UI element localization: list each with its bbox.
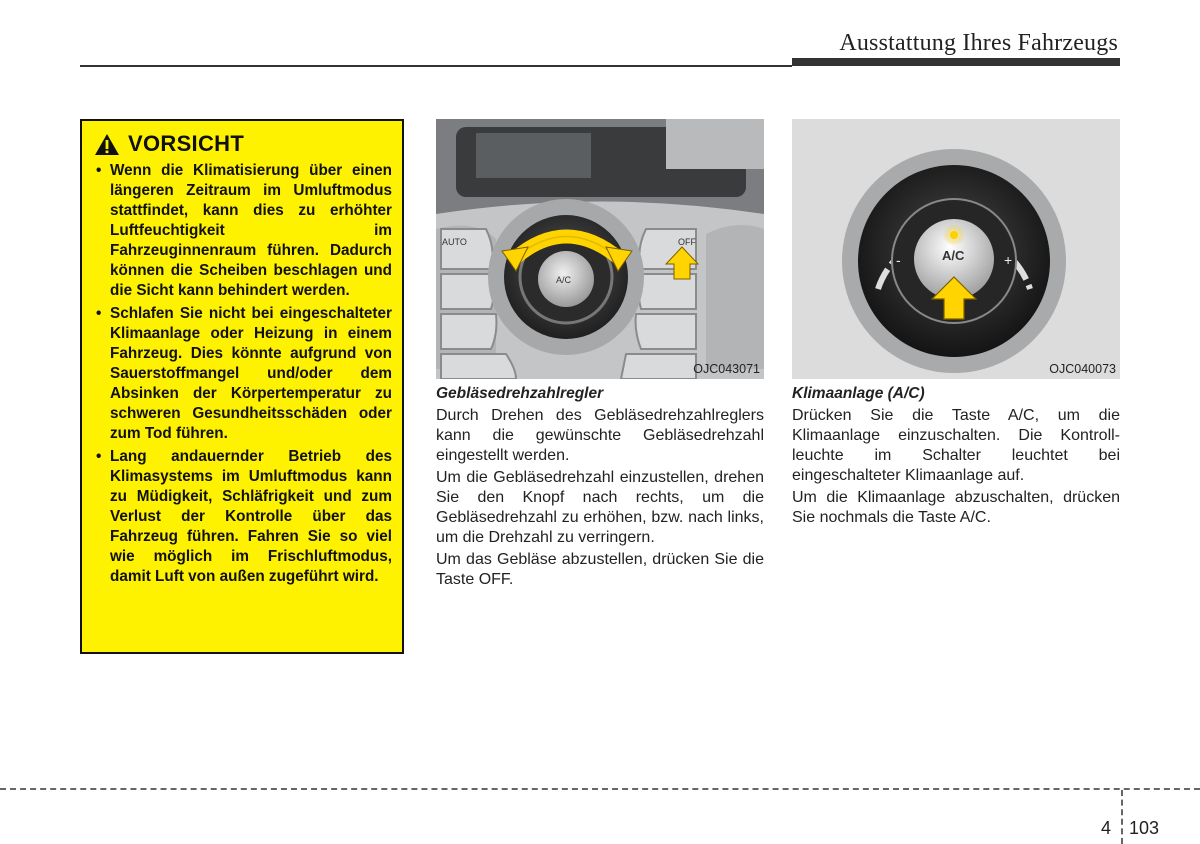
minus-label: - bbox=[896, 252, 901, 268]
caution-bullet-3: • Lang andauernder Betrieb des Klimasystems im Umluftmodus kann zu Müdigkeit, Schläfrigkeit und zum Verlust der Kontrolle über das Fahrzeug führen. Fahren Sie so viel wie möglich im Frischluftmodus, damit Luft von außen zugeführt wird. bbox=[94, 447, 392, 587]
caution-box bbox=[80, 119, 404, 654]
caution-list bbox=[94, 161, 392, 587]
page-header-title: Ausstattung Ihres Fahrzeugs bbox=[839, 30, 1118, 56]
climate-panel-illustration bbox=[436, 119, 764, 379]
caution-title: VORSICHT bbox=[128, 131, 245, 156]
figure-code-2: OJC040073 bbox=[1049, 362, 1116, 376]
ac-section bbox=[792, 384, 1120, 530]
plus-label: + bbox=[1004, 252, 1013, 268]
off-label: OFF bbox=[678, 237, 696, 247]
ac-subtitle: Klimaanlage (A/C) bbox=[792, 385, 925, 402]
page-number: 103 bbox=[1129, 818, 1160, 838]
ac-paragraph-1: Drücken Sie die Taste A/C, um die Klimaanlage einzuschalten. Die Kontrollleuchte im Schalter leuchtet bei eingeschalteter Klimaanlage auf. bbox=[792, 407, 1120, 484]
blower-paragraph-2: Um die Gebläsedrehzahl einzustellen, drehen Sie den Knopf nach rechts, um die Gebläsedrehzahl zu erhöhen, bzw. nach links, um die Drehzahl zu verringern. bbox=[436, 469, 764, 546]
blower-paragraph-1: Durch Drehen des Gebläsedrehzahlreglers kann die gewünschte Gebläsedrehzahl eingestellt werden. bbox=[436, 407, 764, 464]
footer-divider bbox=[1121, 790, 1123, 844]
blower-subtitle: Gebläsedrehzahlregler bbox=[436, 385, 604, 402]
ac-label-large: A/C bbox=[942, 248, 965, 263]
ac-knob-image bbox=[792, 119, 1120, 379]
footer-rule bbox=[0, 788, 1200, 790]
figure-code-1: OJC043071 bbox=[693, 362, 760, 376]
ac-label-small: A/C bbox=[556, 275, 572, 285]
header-rule bbox=[80, 65, 792, 67]
blower-section bbox=[436, 384, 764, 592]
header-rule-bold bbox=[792, 58, 1120, 66]
caution-bullet-2: • Schlafen Sie nicht bei eingeschalteter Klimaanlage oder Heizung in einem Fahrzeug. Dies könnte aufgrund von Sauerstoffmangel und/oder dem Absinken der Körpertemperatur zu schweren Gesundheitsschäden oder zum Tod führen. bbox=[94, 304, 392, 444]
ac-knob-illustration bbox=[792, 119, 1120, 379]
ac-paragraph-2: Um die Klimaanlage abzuschalten, drücken Sie nochmals die Taste A/C. bbox=[792, 489, 1120, 526]
chapter-number: 4 bbox=[1101, 818, 1112, 838]
caution-header bbox=[94, 131, 392, 157]
climate-panel-image bbox=[436, 119, 764, 379]
blower-paragraph-3: Um das Gebläse abzustellen, drücken Sie die Taste OFF. bbox=[436, 551, 764, 588]
caution-bullet-1: • Wenn die Klimatisierung über einen längeren Zeitraum im Umluftmodus stattfindet, kann dies zu erhöhter Luftfeuchtigkeit im Fahrzeuginnenraum führen. Dadurch können die Scheiben beschlagen und die Sicht kann behindert werden. bbox=[94, 161, 392, 301]
warning-triangle-icon bbox=[94, 133, 120, 156]
auto-label: AUTO bbox=[442, 237, 467, 247]
